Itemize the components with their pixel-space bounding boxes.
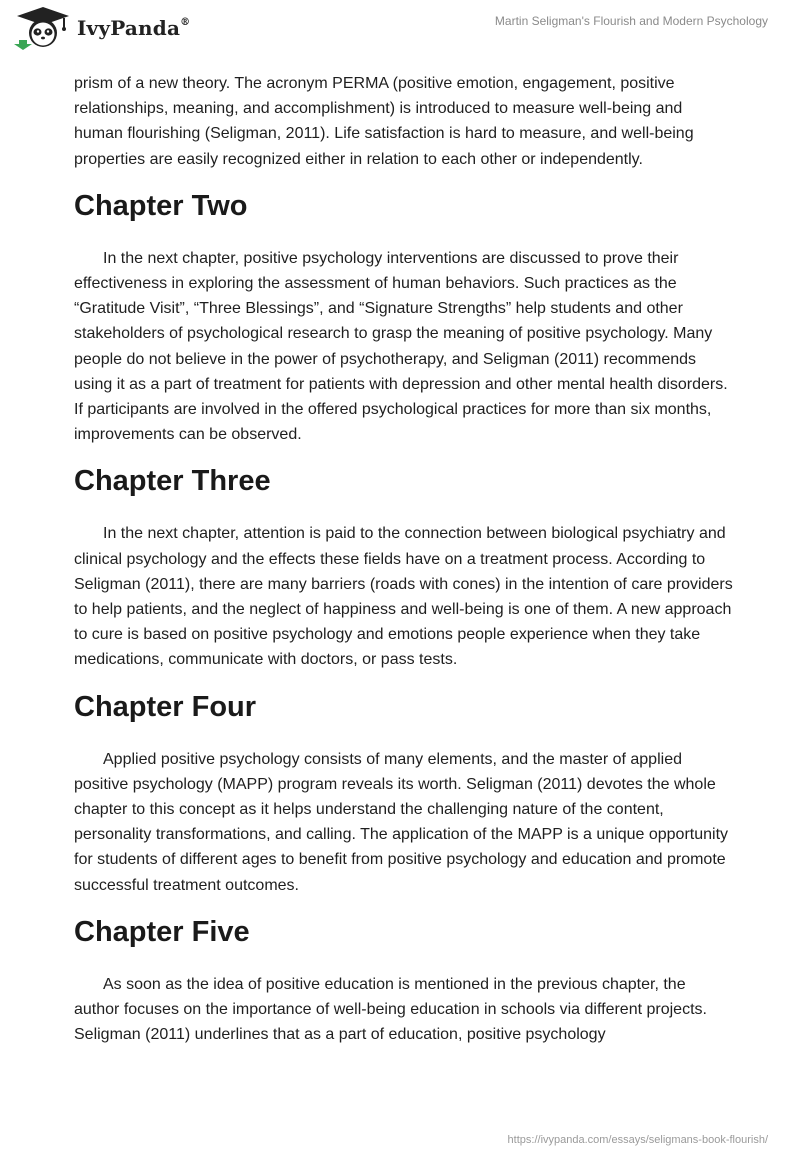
section-paragraph: Applied positive psychology consists of many elements, and the master of applied positive psychology (MAPP) program reveals its worth. Seligman (2011) devotes the whole chapter to this concept as it helps understand the challenging nature of the content, personality transformations, and calling. The application of the MAPP is a unique opportunity for students of different ages to benefit from positive psychology and education and promote successful treatment outcomes. [74, 750, 729, 894]
section-heading: Chapter Four [74, 690, 257, 723]
section-heading: Chapter Three [74, 465, 271, 498]
brand-name: IvyPanda® [77, 16, 191, 40]
intro-paragraph: prism of a new theory. The acronym PERMA (positive emotion, engagement, positive relationships, meaning, and accomplishment) is introduced to measure well-being and human flourishing (Seligman, 2011). Life satisfaction is hard to measure, and well-being properties are easily recognized either in relation to each other or independently. [74, 75, 694, 168]
logo[interactable] [14, 6, 190, 50]
page-header [0, 0, 800, 70]
section-heading: Chapter Five [74, 915, 250, 948]
section-paragraph: As soon as the idea of positive education is mentioned in the previous chapter, the author focuses on the importance of well-being education in schools via different projects. Seligman (2011) underlines that as a part of education, positive psychology [74, 975, 707, 1044]
section-paragraph: In the next chapter, attention is paid to the connection between biological psychiatry and clinical psychology and the effects these fields have on a treatment process. According to Seligman (2011), there are many barriers (roads with cones) in the intention of care providers to help patients, and the neglect of happiness and well-being is one of them. A new approach to cure is based on positive psychology and emotions people experience when they take medications, communicate with doctors, or pass tests. [74, 525, 733, 669]
panda-graduate-icon [14, 6, 72, 50]
section-heading: Chapter Two [74, 189, 248, 222]
document-title: Martin Seligman's Flourish and Modern Psychology [494, 14, 768, 28]
section-paragraph: In the next chapter, positive psychology interventions are discussed to prove their effectiveness in exploring the assessment of human behaviors. Such practices as the “Gratitude Visit”, “Three Blessings”, and “Signature Strengths” help students and other stakeholders of psychological research to grasp the meaning of positive psychology. Many people do not believe in the power of psychotherapy, and Seligman (2011) recommends using it as a part of treatment for patients with depression and other mental health disorders. If participants are involved in the offered psychological practices for more than six months, improvements can be observed. [74, 249, 728, 444]
essay-body [74, 71, 734, 1047]
source-url[interactable]: https://ivypanda.com/essays/seligmans-book-flourish/ [507, 1134, 768, 1146]
